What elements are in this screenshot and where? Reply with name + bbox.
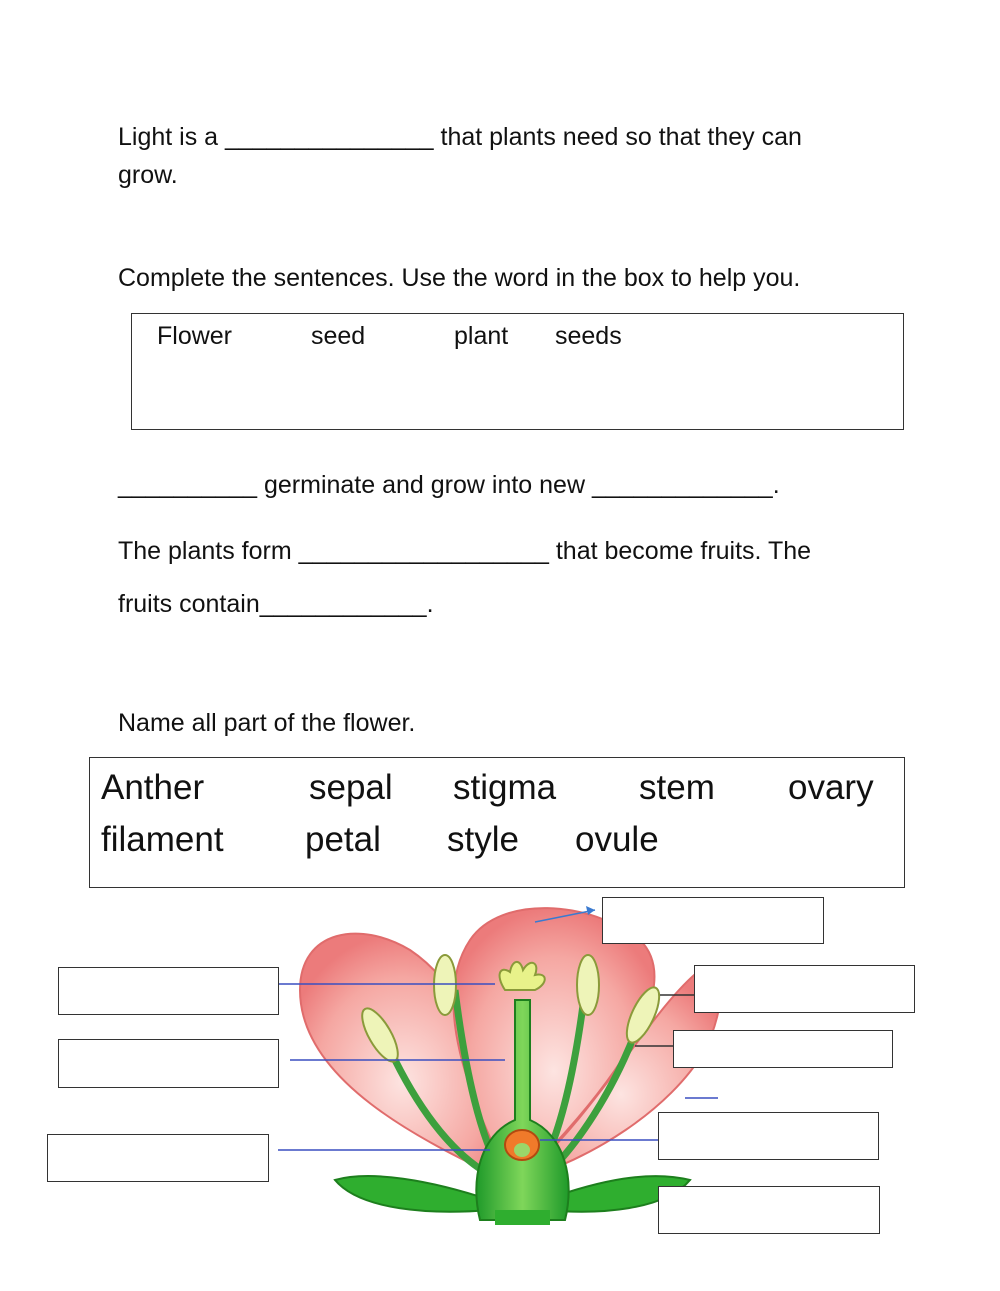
question-1-line-1: Light is a _______________ that plants need so that they can bbox=[118, 123, 802, 151]
answer-box-left-3[interactable] bbox=[47, 1134, 269, 1182]
sentence-fruits-contain: fruits contain____________. bbox=[118, 590, 434, 618]
word-bank-box bbox=[131, 313, 904, 430]
word-bank-item: style bbox=[447, 820, 519, 859]
word-bank-item: petal bbox=[305, 820, 381, 859]
flower-parts-word-bank bbox=[89, 757, 905, 888]
word-bank-item: Anther bbox=[101, 768, 205, 807]
word-bank-item: plant bbox=[454, 322, 509, 350]
word-bank-item: Flower bbox=[157, 322, 233, 350]
answer-box-right-4[interactable] bbox=[658, 1186, 880, 1234]
answer-box-right-3[interactable] bbox=[658, 1112, 879, 1160]
answer-box-left-1[interactable] bbox=[58, 967, 279, 1015]
sentence-plants-form: The plants form __________________ that become fruits. The bbox=[118, 537, 812, 565]
word-bank-item: ovule bbox=[575, 820, 659, 859]
answer-box-top-right[interactable] bbox=[602, 897, 824, 944]
stem bbox=[495, 1210, 550, 1225]
answer-box-right-1[interactable] bbox=[694, 965, 915, 1013]
instruction-complete-sentences: Complete the sentences. Use the word in the box to help you. bbox=[118, 264, 801, 292]
sepal-left bbox=[335, 1176, 490, 1212]
word-bank-item: stigma bbox=[453, 768, 557, 807]
word-bank-item: stem bbox=[639, 768, 715, 807]
word-bank-item: sepal bbox=[309, 768, 393, 807]
instruction-name-parts: Name all part of the flower. bbox=[118, 709, 416, 737]
word-bank-item: seed bbox=[311, 322, 366, 350]
answer-box-right-2[interactable] bbox=[673, 1030, 893, 1068]
word-bank-item: ovary bbox=[788, 768, 874, 807]
sentence-germinate: __________ germinate and grow into new _____________. bbox=[118, 471, 780, 499]
question-1-line-2: grow. bbox=[118, 161, 178, 189]
word-bank-item: seeds bbox=[555, 322, 622, 350]
word-bank-item: filament bbox=[101, 820, 224, 859]
answer-box-left-2[interactable] bbox=[58, 1039, 279, 1088]
